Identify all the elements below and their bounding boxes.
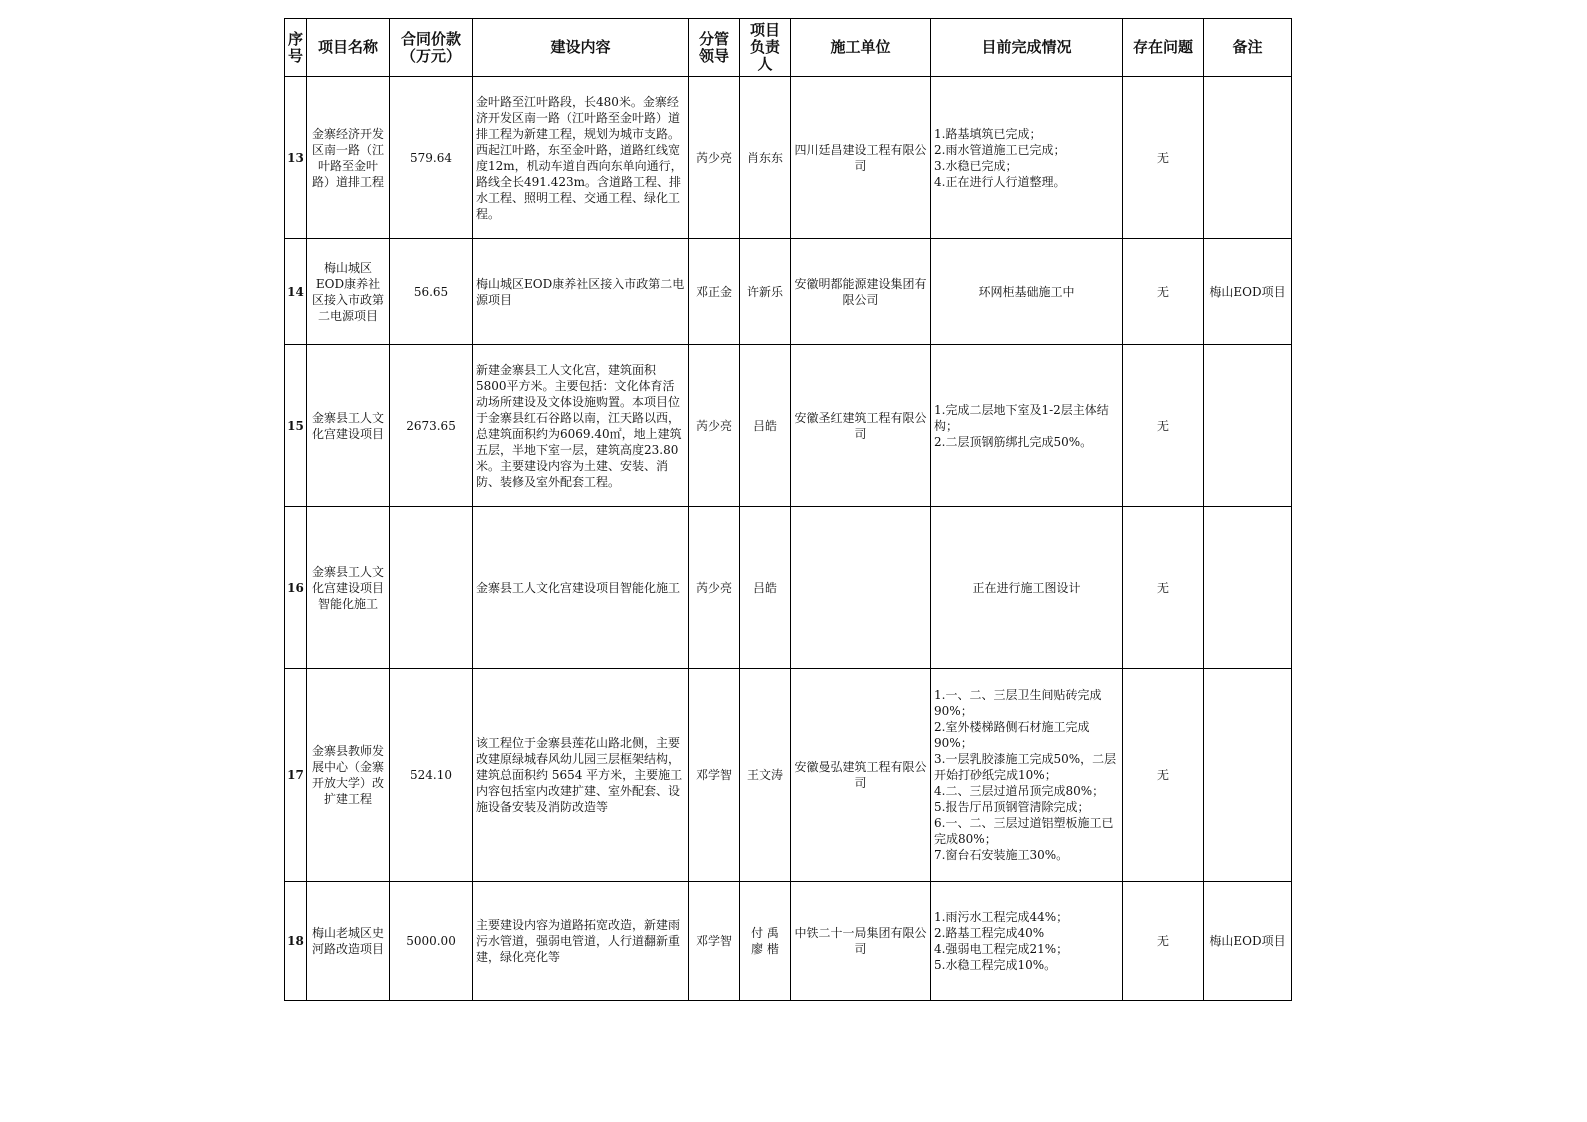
cell-manager: 王文涛 bbox=[740, 669, 791, 882]
cell-leader: 邓正金 bbox=[689, 239, 740, 345]
cell-contractor: 中铁二十一局集团有限公司 bbox=[791, 882, 931, 1001]
cell-name: 金寨县工人文化宫建设项目 bbox=[307, 345, 390, 507]
cell-name: 梅山老城区史河路改造项目 bbox=[307, 882, 390, 1001]
cell-issues: 无 bbox=[1123, 669, 1204, 882]
cell-content: 主要建设内容为道路拓宽改造，新建雨污水管道，强弱电管道，人行道翻新重建，绿化亮化等 bbox=[473, 882, 689, 1001]
cell-issues: 无 bbox=[1123, 882, 1204, 1001]
cell-remarks bbox=[1204, 669, 1292, 882]
cell-manager: 付 禹 廖 楷 bbox=[740, 882, 791, 1001]
header-name: 项目名称 bbox=[307, 19, 390, 77]
cell-manager: 吕皓 bbox=[740, 345, 791, 507]
cell-leader: 芮少亮 bbox=[689, 507, 740, 669]
cell-content: 金寨县工人文化宫建设项目智能化施工 bbox=[473, 507, 689, 669]
cell-leader: 邓学智 bbox=[689, 669, 740, 882]
cell-leader: 芮少亮 bbox=[689, 345, 740, 507]
cell-remarks: 梅山EOD项目 bbox=[1204, 239, 1292, 345]
cell-content: 梅山城区EOD康养社区接入市政第二电源项目 bbox=[473, 239, 689, 345]
cell-progress: 1.雨污水工程完成44%； 2.路基工程完成40% 4.强弱电工程完成21%； 5.水稳工程完成10%。 bbox=[931, 882, 1123, 1001]
table-row bbox=[285, 669, 1292, 882]
cell-progress: 1.一、二、三层卫生间贴砖完成90%； 2.室外楼梯路侧石材施工完成90%； 3.一层乳胶漆施工完成50%，二层开始打砂纸完成10%； 4.二、三层过道吊顶完成80%； 5.报告厅吊顶钢管清除完成； 6.一、二、三层过道铝塑板施工已完成80%； 7.窗台石安装施工30%。 bbox=[931, 669, 1123, 882]
cell-issues: 无 bbox=[1123, 77, 1204, 239]
cell-contractor: 安徽明都能源建设集团有限公司 bbox=[791, 239, 931, 345]
cell-issues: 无 bbox=[1123, 239, 1204, 345]
header-manager: 项目 负责 人 bbox=[740, 19, 791, 77]
header-progress: 目前完成情况 bbox=[931, 19, 1123, 77]
cell-price: 579.64 bbox=[390, 77, 473, 239]
cell-seq: 13 bbox=[285, 77, 307, 239]
table-row bbox=[285, 507, 1292, 669]
cell-name: 金寨经济开发区南一路（江叶路至金叶路）道排工程 bbox=[307, 77, 390, 239]
header-leader: 分管 领导 bbox=[689, 19, 740, 77]
cell-name: 金寨县教师发展中心（金寨开放大学）改扩建工程 bbox=[307, 669, 390, 882]
cell-name: 梅山城区EOD康养社区接入市政第二电源项目 bbox=[307, 239, 390, 345]
cell-manager: 肖东东 bbox=[740, 77, 791, 239]
project-table bbox=[284, 18, 1292, 1001]
header-content: 建设内容 bbox=[473, 19, 689, 77]
cell-price: 524.10 bbox=[390, 669, 473, 882]
cell-seq: 17 bbox=[285, 669, 307, 882]
header-seq: 序 号 bbox=[285, 19, 307, 77]
cell-issues: 无 bbox=[1123, 507, 1204, 669]
table-row bbox=[285, 345, 1292, 507]
cell-remarks: 梅山EOD项目 bbox=[1204, 882, 1292, 1001]
header-row bbox=[285, 19, 1292, 77]
header-price: 合同价款 （万元） bbox=[390, 19, 473, 77]
cell-seq: 16 bbox=[285, 507, 307, 669]
cell-contractor: 安徽圣红建筑工程有限公司 bbox=[791, 345, 931, 507]
cell-remarks bbox=[1204, 507, 1292, 669]
cell-leader: 邓学智 bbox=[689, 882, 740, 1001]
cell-issues: 无 bbox=[1123, 345, 1204, 507]
cell-manager: 许新乐 bbox=[740, 239, 791, 345]
header-issues: 存在问题 bbox=[1123, 19, 1204, 77]
cell-price: 2673.65 bbox=[390, 345, 473, 507]
cell-remarks bbox=[1204, 77, 1292, 239]
cell-seq: 15 bbox=[285, 345, 307, 507]
cell-progress: 环网柜基础施工中 bbox=[931, 239, 1123, 345]
cell-content: 新建金寨县工人文化宫，建筑面积5800平方米。主要包括：文化体育活动场所建设及文体设施购置。本项目位于金寨县红石谷路以南，江天路以西，总建筑面积约为6069.40㎡，地上建筑五层，半地下室一层，建筑高度23.80米。主要建设内容为土建、安装、消防、装修及室外配套工程。 bbox=[473, 345, 689, 507]
table-row bbox=[285, 77, 1292, 239]
cell-name: 金寨县工人文化宫建设项目智能化施工 bbox=[307, 507, 390, 669]
cell-leader: 芮少亮 bbox=[689, 77, 740, 239]
cell-content: 该工程位于金寨县莲花山路北侧，主要改建原绿城春风幼儿园三层框架结构，建筑总面积约 5654 平方米，主要施工内容包括室内改建扩建、室外配套、设施设备安装及消防改造等 bbox=[473, 669, 689, 882]
header-contractor: 施工单位 bbox=[791, 19, 931, 77]
cell-contractor bbox=[791, 507, 931, 669]
table-row bbox=[285, 239, 1292, 345]
cell-price: 56.65 bbox=[390, 239, 473, 345]
header-remarks: 备注 bbox=[1204, 19, 1292, 77]
cell-content: 金叶路至江叶路段，长480米。金寨经济开发区南一路（江叶路至金叶路）道排工程为新建工程，规划为城市支路。西起江叶路，东至金叶路，道路红线宽度12m，机动车道自西向东单向通行，路线全长491.423m。含道路工程、排水工程、照明工程、交通工程、绿化工程。 bbox=[473, 77, 689, 239]
table-row bbox=[285, 882, 1292, 1001]
cell-contractor: 安徽曼弘建筑工程有限公司 bbox=[791, 669, 931, 882]
cell-progress: 1.路基填筑已完成； 2.雨水管道施工已完成； 3.水稳已完成； 4.正在进行人行道整理。 bbox=[931, 77, 1123, 239]
cell-progress: 1.完成二层地下室及1-2层主体结构； 2.二层顶钢筋绑扎完成50%。 bbox=[931, 345, 1123, 507]
cell-remarks bbox=[1204, 345, 1292, 507]
cell-seq: 14 bbox=[285, 239, 307, 345]
cell-price: 5000.00 bbox=[390, 882, 473, 1001]
cell-manager: 吕皓 bbox=[740, 507, 791, 669]
cell-price bbox=[390, 507, 473, 669]
cell-progress: 正在进行施工图设计 bbox=[931, 507, 1123, 669]
cell-contractor: 四川廷昌建设工程有限公司 bbox=[791, 77, 931, 239]
cell-seq: 18 bbox=[285, 882, 307, 1001]
